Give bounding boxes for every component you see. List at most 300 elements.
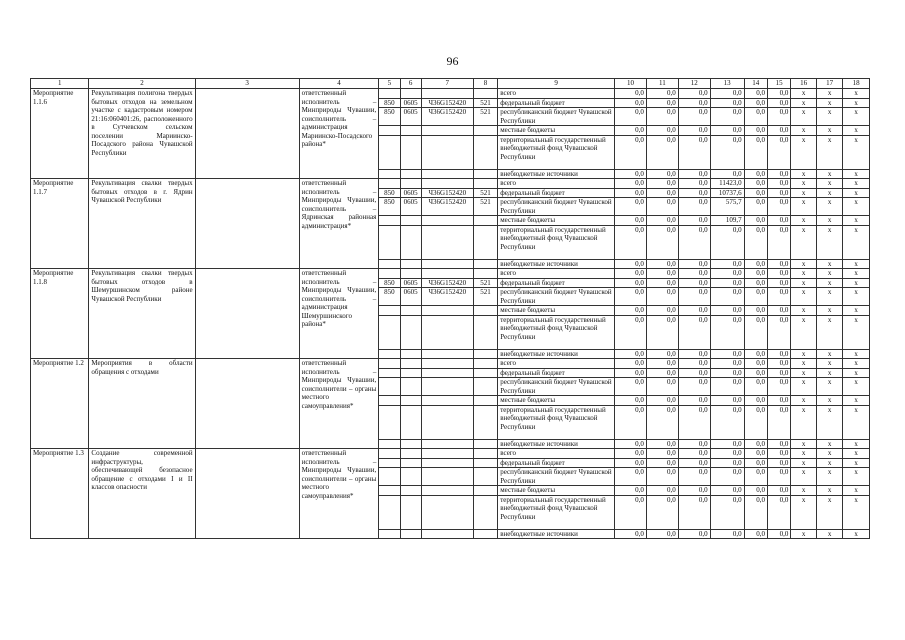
section-code bbox=[400, 405, 421, 439]
amount-cell: 0,0 bbox=[678, 529, 710, 539]
amount-cell: 0,0 bbox=[767, 169, 790, 179]
amount-cell: 0,0 bbox=[615, 405, 647, 439]
section-code bbox=[400, 486, 421, 496]
na-cell: х bbox=[816, 135, 843, 169]
funding-source: местные бюджеты bbox=[498, 486, 615, 496]
table-body bbox=[31, 79, 870, 539]
expense-type-code bbox=[473, 179, 497, 189]
amount-cell: 0,0 bbox=[646, 198, 678, 216]
expense-type-code bbox=[473, 486, 497, 496]
amount-cell: 0,0 bbox=[710, 529, 744, 539]
na-cell: х bbox=[843, 315, 870, 349]
na-cell: х bbox=[816, 198, 843, 216]
section-code bbox=[400, 126, 421, 136]
amount-cell: 0,0 bbox=[744, 179, 767, 189]
na-cell: х bbox=[791, 269, 816, 279]
measure-name: Создание современной инфраструктуры, обеспечивающей безопасное обращение с отходами I и II классов опасности bbox=[89, 449, 195, 539]
amount-cell: 0,0 bbox=[646, 368, 678, 378]
amount-cell: 0,0 bbox=[678, 405, 710, 439]
grbs-code bbox=[379, 378, 400, 396]
grbs-code: 850 bbox=[379, 108, 400, 126]
target-article-code bbox=[421, 349, 473, 359]
amount-cell: 0,0 bbox=[646, 306, 678, 316]
measure-name: Мероприятия в области обращения с отходами bbox=[89, 359, 195, 449]
target-article-code bbox=[421, 439, 473, 449]
amount-cell: 0,0 bbox=[615, 98, 647, 108]
measure-id: Мероприятие 1.1.6 bbox=[31, 89, 89, 179]
amount-cell: 0,0 bbox=[678, 225, 710, 259]
column-number: 15 bbox=[767, 79, 790, 89]
measure-goal bbox=[195, 89, 299, 179]
amount-cell: 0,0 bbox=[678, 98, 710, 108]
amount-cell: 0,0 bbox=[767, 486, 790, 496]
amount-cell: 0,0 bbox=[767, 458, 790, 468]
amount-cell: 11423,0 bbox=[710, 179, 744, 189]
amount-cell: 0,0 bbox=[646, 225, 678, 259]
section-code bbox=[400, 396, 421, 406]
measure-goal bbox=[195, 449, 299, 539]
target-article-code bbox=[421, 259, 473, 269]
na-cell: х bbox=[843, 179, 870, 189]
amount-cell: 0,0 bbox=[767, 225, 790, 259]
amount-cell: 0,0 bbox=[615, 468, 647, 486]
grbs-code bbox=[379, 89, 400, 99]
amount-cell: 0,0 bbox=[646, 89, 678, 99]
amount-cell: 0,0 bbox=[710, 439, 744, 449]
column-number: 5 bbox=[379, 79, 400, 89]
amount-cell: 0,0 bbox=[767, 216, 790, 226]
na-cell: х bbox=[816, 169, 843, 179]
column-number: 9 bbox=[498, 79, 615, 89]
grbs-code bbox=[379, 225, 400, 259]
amount-cell: 0,0 bbox=[710, 495, 744, 529]
amount-cell: 0,0 bbox=[678, 89, 710, 99]
target-article-code bbox=[421, 89, 473, 99]
section-code: 0605 bbox=[400, 198, 421, 216]
na-cell: х bbox=[791, 198, 816, 216]
na-cell: х bbox=[816, 98, 843, 108]
amount-cell: 0,0 bbox=[744, 529, 767, 539]
amount-cell: 0,0 bbox=[767, 278, 790, 288]
na-cell: х bbox=[843, 216, 870, 226]
amount-cell: 0,0 bbox=[615, 269, 647, 279]
amount-cell: 0,0 bbox=[744, 368, 767, 378]
amount-cell: 0,0 bbox=[615, 288, 647, 306]
amount-cell: 0,0 bbox=[744, 468, 767, 486]
na-cell: х bbox=[816, 359, 843, 369]
na-cell: х bbox=[816, 378, 843, 396]
amount-cell: 0,0 bbox=[678, 315, 710, 349]
expense-type-code bbox=[473, 529, 497, 539]
amount-cell: 0,0 bbox=[767, 259, 790, 269]
amount-cell: 0,0 bbox=[615, 278, 647, 288]
amount-cell: 0,0 bbox=[767, 495, 790, 529]
amount-cell: 0,0 bbox=[615, 135, 647, 169]
amount-cell: 0,0 bbox=[744, 135, 767, 169]
amount-cell: 0,0 bbox=[744, 198, 767, 216]
funding-source: всего bbox=[498, 359, 615, 369]
amount-cell: 0,0 bbox=[744, 278, 767, 288]
na-cell: х bbox=[791, 135, 816, 169]
expense-type-code bbox=[473, 458, 497, 468]
na-cell: х bbox=[791, 188, 816, 198]
na-cell: х bbox=[816, 468, 843, 486]
amount-cell: 0,0 bbox=[678, 278, 710, 288]
amount-cell: 0,0 bbox=[678, 486, 710, 496]
amount-cell: 0,0 bbox=[615, 108, 647, 126]
grbs-code bbox=[379, 449, 400, 459]
na-cell: х bbox=[791, 449, 816, 459]
amount-cell: 0,0 bbox=[678, 126, 710, 136]
grbs-code bbox=[379, 179, 400, 189]
na-cell: х bbox=[843, 495, 870, 529]
amount-cell: 0,0 bbox=[767, 368, 790, 378]
amount-cell: 0,0 bbox=[646, 458, 678, 468]
amount-cell: 0,0 bbox=[710, 486, 744, 496]
na-cell: х bbox=[843, 169, 870, 179]
na-cell: х bbox=[843, 306, 870, 316]
funding-source: внебюджетные источники bbox=[498, 349, 615, 359]
amount-cell: 0,0 bbox=[646, 259, 678, 269]
column-number: 3 bbox=[195, 79, 299, 89]
na-cell: х bbox=[791, 458, 816, 468]
amount-cell: 0,0 bbox=[710, 278, 744, 288]
na-cell: х bbox=[843, 288, 870, 306]
na-cell: х bbox=[843, 188, 870, 198]
funding-source: республиканский бюджет Чувашской Республики bbox=[498, 108, 615, 126]
budget-table bbox=[30, 78, 870, 539]
amount-cell: 0,0 bbox=[615, 188, 647, 198]
section-code bbox=[400, 135, 421, 169]
amount-cell: 0,0 bbox=[744, 269, 767, 279]
column-number: 16 bbox=[791, 79, 816, 89]
target-article-code: Ч36G152420 bbox=[421, 288, 473, 306]
measure-executor: ответственный исполнитель – Минприроды Чувашии, соисполнители – органы местного самоуправления* bbox=[299, 359, 379, 449]
amount-cell: 0,0 bbox=[646, 278, 678, 288]
section-code bbox=[400, 359, 421, 369]
grbs-code bbox=[379, 169, 400, 179]
table-row bbox=[31, 269, 870, 279]
amount-cell: 0,0 bbox=[615, 349, 647, 359]
measure-executor: ответственный исполнитель – Минприроды Чувашии, соисполнители – органы местного самоуправления* bbox=[299, 449, 379, 539]
amount-cell: 0,0 bbox=[646, 288, 678, 306]
funding-source: территориальный государственный внебюджетный фонд Чувашской Республики bbox=[498, 405, 615, 439]
target-article-code bbox=[421, 126, 473, 136]
na-cell: х bbox=[816, 225, 843, 259]
amount-cell: 0,0 bbox=[646, 495, 678, 529]
amount-cell: 0,0 bbox=[615, 396, 647, 406]
amount-cell: 0,0 bbox=[678, 468, 710, 486]
na-cell: х bbox=[791, 315, 816, 349]
na-cell: х bbox=[816, 269, 843, 279]
amount-cell: 0,0 bbox=[646, 135, 678, 169]
amount-cell: 0,0 bbox=[646, 216, 678, 226]
na-cell: х bbox=[816, 458, 843, 468]
section-code bbox=[400, 468, 421, 486]
funding-source: внебюджетные источники bbox=[498, 529, 615, 539]
amount-cell: 0,0 bbox=[678, 439, 710, 449]
amount-cell: 0,0 bbox=[744, 126, 767, 136]
na-cell: х bbox=[816, 529, 843, 539]
target-article-code bbox=[421, 486, 473, 496]
column-number: 13 bbox=[710, 79, 744, 89]
target-article-code: Ч36G152420 bbox=[421, 108, 473, 126]
grbs-code: 850 bbox=[379, 278, 400, 288]
funding-source: территориальный государственный внебюджетный фонд Чувашской Республики bbox=[498, 315, 615, 349]
measure-id: Мероприятие 1.1.7 bbox=[31, 179, 89, 269]
target-article-code: Ч36G152420 bbox=[421, 98, 473, 108]
amount-cell: 0,0 bbox=[767, 529, 790, 539]
section-code bbox=[400, 439, 421, 449]
na-cell: х bbox=[843, 396, 870, 406]
table-row bbox=[31, 449, 870, 459]
section-code bbox=[400, 458, 421, 468]
target-article-code bbox=[421, 458, 473, 468]
measure-executor: ответственный исполнитель – Минприроды Чувашии, соисполнитель – администрация Мариинско-Посадского района* bbox=[299, 89, 379, 179]
amount-cell: 0,0 bbox=[767, 89, 790, 99]
amount-cell: 0,0 bbox=[744, 306, 767, 316]
amount-cell: 0,0 bbox=[744, 396, 767, 406]
section-code bbox=[400, 216, 421, 226]
na-cell: х bbox=[843, 225, 870, 259]
amount-cell: 0,0 bbox=[615, 359, 647, 369]
amount-cell: 0,0 bbox=[678, 495, 710, 529]
amount-cell: 0,0 bbox=[744, 169, 767, 179]
grbs-code bbox=[379, 468, 400, 486]
amount-cell: 0,0 bbox=[646, 315, 678, 349]
amount-cell: 0,0 bbox=[646, 126, 678, 136]
target-article-code bbox=[421, 169, 473, 179]
grbs-code bbox=[379, 405, 400, 439]
expense-type-code bbox=[473, 439, 497, 449]
na-cell: х bbox=[791, 468, 816, 486]
amount-cell: 0,0 bbox=[744, 378, 767, 396]
amount-cell: 0,0 bbox=[678, 259, 710, 269]
target-article-code bbox=[421, 359, 473, 369]
section-code: 0605 bbox=[400, 278, 421, 288]
amount-cell: 0,0 bbox=[710, 468, 744, 486]
target-article-code bbox=[421, 529, 473, 539]
expense-type-code bbox=[473, 216, 497, 226]
na-cell: х bbox=[791, 495, 816, 529]
measure-id: Мероприятие 1.2 bbox=[31, 359, 89, 449]
target-article-code bbox=[421, 306, 473, 316]
amount-cell: 0,0 bbox=[646, 349, 678, 359]
na-cell: х bbox=[843, 126, 870, 136]
expense-type-code bbox=[473, 349, 497, 359]
amount-cell: 0,0 bbox=[678, 306, 710, 316]
section-code bbox=[400, 495, 421, 529]
na-cell: х bbox=[791, 225, 816, 259]
amount-cell: 0,0 bbox=[678, 449, 710, 459]
na-cell: х bbox=[816, 259, 843, 269]
expense-type-code: 521 bbox=[473, 98, 497, 108]
amount-cell: 0,0 bbox=[767, 198, 790, 216]
na-cell: х bbox=[816, 405, 843, 439]
expense-type-code bbox=[473, 495, 497, 529]
na-cell: х bbox=[791, 216, 816, 226]
grbs-code bbox=[379, 439, 400, 449]
funding-source: федеральный бюджет bbox=[498, 188, 615, 198]
na-cell: х bbox=[843, 108, 870, 126]
na-cell: х bbox=[791, 278, 816, 288]
na-cell: х bbox=[816, 306, 843, 316]
amount-cell: 10737,6 bbox=[710, 188, 744, 198]
amount-cell: 0,0 bbox=[710, 126, 744, 136]
na-cell: х bbox=[843, 269, 870, 279]
target-article-code bbox=[421, 135, 473, 169]
amount-cell: 0,0 bbox=[678, 198, 710, 216]
amount-cell: 0,0 bbox=[767, 405, 790, 439]
na-cell: х bbox=[791, 368, 816, 378]
amount-cell: 0,0 bbox=[710, 135, 744, 169]
amount-cell: 0,0 bbox=[678, 188, 710, 198]
section-code bbox=[400, 179, 421, 189]
target-article-code: Ч36G152420 bbox=[421, 198, 473, 216]
na-cell: х bbox=[816, 396, 843, 406]
amount-cell: 0,0 bbox=[615, 225, 647, 259]
section-code bbox=[400, 89, 421, 99]
section-code bbox=[400, 315, 421, 349]
target-article-code bbox=[421, 468, 473, 486]
grbs-code bbox=[379, 126, 400, 136]
amount-cell: 0,0 bbox=[646, 439, 678, 449]
grbs-code bbox=[379, 368, 400, 378]
amount-cell: 0,0 bbox=[710, 349, 744, 359]
grbs-code bbox=[379, 216, 400, 226]
na-cell: х bbox=[816, 216, 843, 226]
amount-cell: 0,0 bbox=[767, 108, 790, 126]
na-cell: х bbox=[816, 495, 843, 529]
expense-type-code bbox=[473, 126, 497, 136]
measure-executor: ответственный исполнитель – Минприроды Чувашии, соисполнитель – администрация Шемуршинского района* bbox=[299, 269, 379, 359]
amount-cell: 0,0 bbox=[646, 188, 678, 198]
amount-cell: 0,0 bbox=[744, 349, 767, 359]
amount-cell: 0,0 bbox=[767, 188, 790, 198]
na-cell: х bbox=[843, 486, 870, 496]
amount-cell: 0,0 bbox=[646, 449, 678, 459]
amount-cell: 109,7 bbox=[710, 216, 744, 226]
measure-name: Рекультивация полигона твердых бытовых отходов на земельном участке с кадастровым номером 21:16:060401:26, расположенного в Сутчевском сельском поселении Мариинско-Посадского района Чувашской Республики bbox=[89, 89, 195, 179]
column-number: 6 bbox=[400, 79, 421, 89]
target-article-code bbox=[421, 179, 473, 189]
expense-type-code: 521 bbox=[473, 278, 497, 288]
grbs-code bbox=[379, 495, 400, 529]
amount-cell: 0,0 bbox=[678, 349, 710, 359]
funding-source: внебюджетные источники bbox=[498, 169, 615, 179]
expense-type-code bbox=[473, 396, 497, 406]
amount-cell: 0,0 bbox=[615, 495, 647, 529]
amount-cell: 0,0 bbox=[710, 269, 744, 279]
na-cell: х bbox=[791, 306, 816, 316]
amount-cell: 0,0 bbox=[744, 405, 767, 439]
na-cell: х bbox=[816, 278, 843, 288]
funding-source: федеральный бюджет bbox=[498, 458, 615, 468]
amount-cell: 0,0 bbox=[615, 458, 647, 468]
amount-cell: 0,0 bbox=[646, 98, 678, 108]
amount-cell: 0,0 bbox=[615, 486, 647, 496]
na-cell: х bbox=[843, 368, 870, 378]
amount-cell: 0,0 bbox=[678, 269, 710, 279]
na-cell: х bbox=[791, 405, 816, 439]
amount-cell: 0,0 bbox=[767, 306, 790, 316]
target-article-code bbox=[421, 378, 473, 396]
amount-cell: 0,0 bbox=[744, 216, 767, 226]
grbs-code bbox=[379, 306, 400, 316]
na-cell: х bbox=[791, 126, 816, 136]
header-row bbox=[31, 79, 870, 89]
amount-cell: 0,0 bbox=[767, 288, 790, 306]
expense-type-code bbox=[473, 89, 497, 99]
amount-cell: 0,0 bbox=[615, 216, 647, 226]
na-cell: х bbox=[791, 359, 816, 369]
na-cell: х bbox=[816, 349, 843, 359]
amount-cell: 0,0 bbox=[615, 306, 647, 316]
na-cell: х bbox=[791, 486, 816, 496]
amount-cell: 0,0 bbox=[744, 439, 767, 449]
target-article-code bbox=[421, 495, 473, 529]
na-cell: х bbox=[843, 89, 870, 99]
grbs-code: 850 bbox=[379, 98, 400, 108]
amount-cell: 0,0 bbox=[710, 458, 744, 468]
grbs-code bbox=[379, 259, 400, 269]
measure-name: Рекультивация свалки твердых бытовых отходов в г. Ядрин Чувашской Республики bbox=[89, 179, 195, 269]
amount-cell: 0,0 bbox=[710, 396, 744, 406]
amount-cell: 0,0 bbox=[615, 529, 647, 539]
expense-type-code bbox=[473, 169, 497, 179]
amount-cell: 0,0 bbox=[615, 449, 647, 459]
column-number: 14 bbox=[744, 79, 767, 89]
column-number: 11 bbox=[646, 79, 678, 89]
table-row bbox=[31, 179, 870, 189]
na-cell: х bbox=[791, 349, 816, 359]
amount-cell: 0,0 bbox=[710, 405, 744, 439]
amount-cell: 0,0 bbox=[767, 135, 790, 169]
na-cell: х bbox=[791, 169, 816, 179]
amount-cell: 0,0 bbox=[767, 468, 790, 486]
grbs-code bbox=[379, 349, 400, 359]
grbs-code bbox=[379, 458, 400, 468]
funding-source: всего bbox=[498, 269, 615, 279]
grbs-code bbox=[379, 529, 400, 539]
column-number: 1 bbox=[31, 79, 89, 89]
amount-cell: 0,0 bbox=[678, 368, 710, 378]
column-number: 2 bbox=[89, 79, 195, 89]
na-cell: х bbox=[843, 449, 870, 459]
amount-cell: 0,0 bbox=[710, 288, 744, 306]
funding-source: республиканский бюджет Чувашской Республики bbox=[498, 468, 615, 486]
amount-cell: 0,0 bbox=[767, 378, 790, 396]
amount-cell: 0,0 bbox=[710, 98, 744, 108]
section-code bbox=[400, 269, 421, 279]
na-cell: х bbox=[816, 89, 843, 99]
na-cell: х bbox=[843, 359, 870, 369]
amount-cell: 0,0 bbox=[678, 378, 710, 396]
amount-cell: 0,0 bbox=[744, 449, 767, 459]
expense-type-code: 521 bbox=[473, 188, 497, 198]
measure-id: Мероприятие 1.3 bbox=[31, 449, 89, 539]
amount-cell: 0,0 bbox=[744, 98, 767, 108]
amount-cell: 0,0 bbox=[710, 306, 744, 316]
amount-cell: 0,0 bbox=[678, 359, 710, 369]
amount-cell: 0,0 bbox=[615, 198, 647, 216]
amount-cell: 0,0 bbox=[615, 126, 647, 136]
expense-type-code: 521 bbox=[473, 288, 497, 306]
amount-cell: 0,0 bbox=[767, 396, 790, 406]
amount-cell: 0,0 bbox=[710, 108, 744, 126]
amount-cell: 0,0 bbox=[767, 449, 790, 459]
amount-cell: 0,0 bbox=[678, 458, 710, 468]
